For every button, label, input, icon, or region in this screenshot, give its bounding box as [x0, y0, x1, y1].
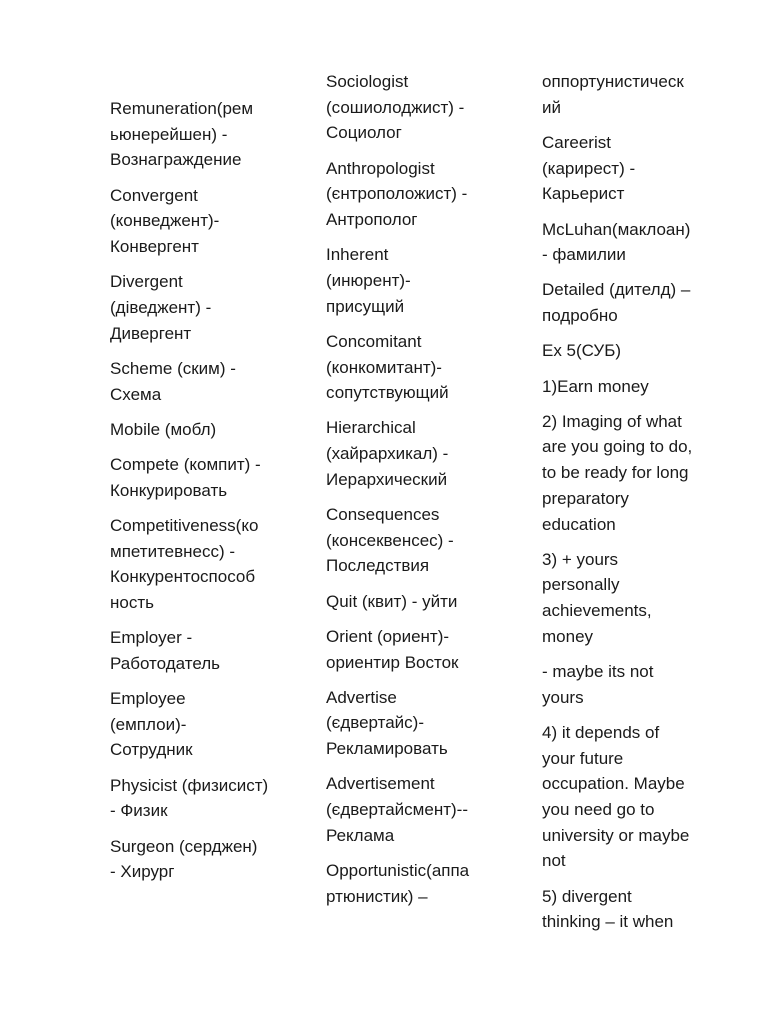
vocab-entry-quit: Quit (квит) - уйти: [326, 591, 458, 611]
vocab-entry-convergent: Convergent (конведжент)- Конвергент: [110, 185, 220, 257]
exercise-heading: Ex 5(СУБ): [542, 341, 622, 361]
vocab-entry-hierarchical: Hierarchical (хайрархикал) - Иерархический: [326, 418, 449, 489]
exercise-answer-3-note: - maybe its not yours: [542, 662, 654, 707]
vocab-entry-opportunistic: Opportunistic(аппа ртюнистик) –: [326, 860, 470, 906]
column-1: [110, 96, 285, 894]
vocab-entry-employee: Employee (емплои)- Сотрудник: [110, 689, 193, 760]
vocab-entry-orient: Orient (ориент)- ориентир Восток: [326, 626, 459, 672]
column-2: [326, 69, 501, 919]
vocab-entry-advertisement: Advertisement (єдвертайсмент)-- Реклама: [326, 774, 468, 845]
exercise-answer-4: 4) it depends of your future occupation. Maybe you need go to university or maybe not: [542, 722, 690, 871]
vocab-entry-compete: Compete (компит) - Конкурировать: [110, 454, 261, 500]
vocab-entry-mobile: Mobile (мобл): [110, 419, 217, 439]
vocab-entry-anthropologist: Anthropologist (єнтроположист) - Антрополог: [326, 158, 468, 230]
vocab-entry-remuneration: Remuneration(рем ьюнерейшен) - Вознаграждение: [110, 99, 254, 170]
exercise-answer-3: 3) + yours personally achievements, money: [542, 549, 652, 646]
vocab-entry-opportunistic-cont: оппортунистическ ий: [542, 72, 684, 117]
vocab-entry-careerist: Careerist (карирест) - Карьерист: [542, 132, 636, 204]
column-3: [542, 69, 717, 945]
vocab-entry-competitiveness: Competitiveness(ко мпетитевнесс) - Конкурентоспособ ность: [110, 515, 259, 612]
vocab-entry-physicist: Physicist (физисист) - Физик: [110, 775, 269, 821]
vocab-entry-divergent: Divergent (діведжент) - Дивергент: [110, 272, 212, 343]
vocab-entry-inherent: Inherent (инюрент)- присущий: [326, 245, 411, 316]
vocab-entry-detailed: Detailed (дителд) – подробно: [542, 280, 691, 326]
vocab-entry-surgeon: Surgeon (серджен) - Хирург: [110, 836, 258, 882]
vocab-entry-concomitant: Concomitant (конкомитант)- сопутствующий: [326, 331, 449, 403]
vocab-entry-advertise: Advertise (єдвертайс)- Рекламировать: [326, 687, 448, 759]
vocab-entry-scheme: Scheme (ским) - Схема: [110, 358, 236, 404]
exercise-answer-5: 5) divergent thinking – it when: [542, 886, 674, 932]
exercise-answer-2: 2) Imaging of what are you going to do, to be ready for long preparatory education: [542, 411, 693, 534]
vocab-entry-sociologist: Sociologist (сошиолоджист) - Социолог: [326, 72, 465, 143]
vocab-entry-consequences: Consequences (консеквенсес) - Последствия: [326, 505, 454, 576]
vocab-entry-mcluhan: McLuhan(маклоан) - фамилии: [542, 219, 691, 265]
exercise-answer-1: 1)Earn money: [542, 376, 649, 396]
vocab-entry-employer: Employer - Работодатель: [110, 628, 220, 673]
